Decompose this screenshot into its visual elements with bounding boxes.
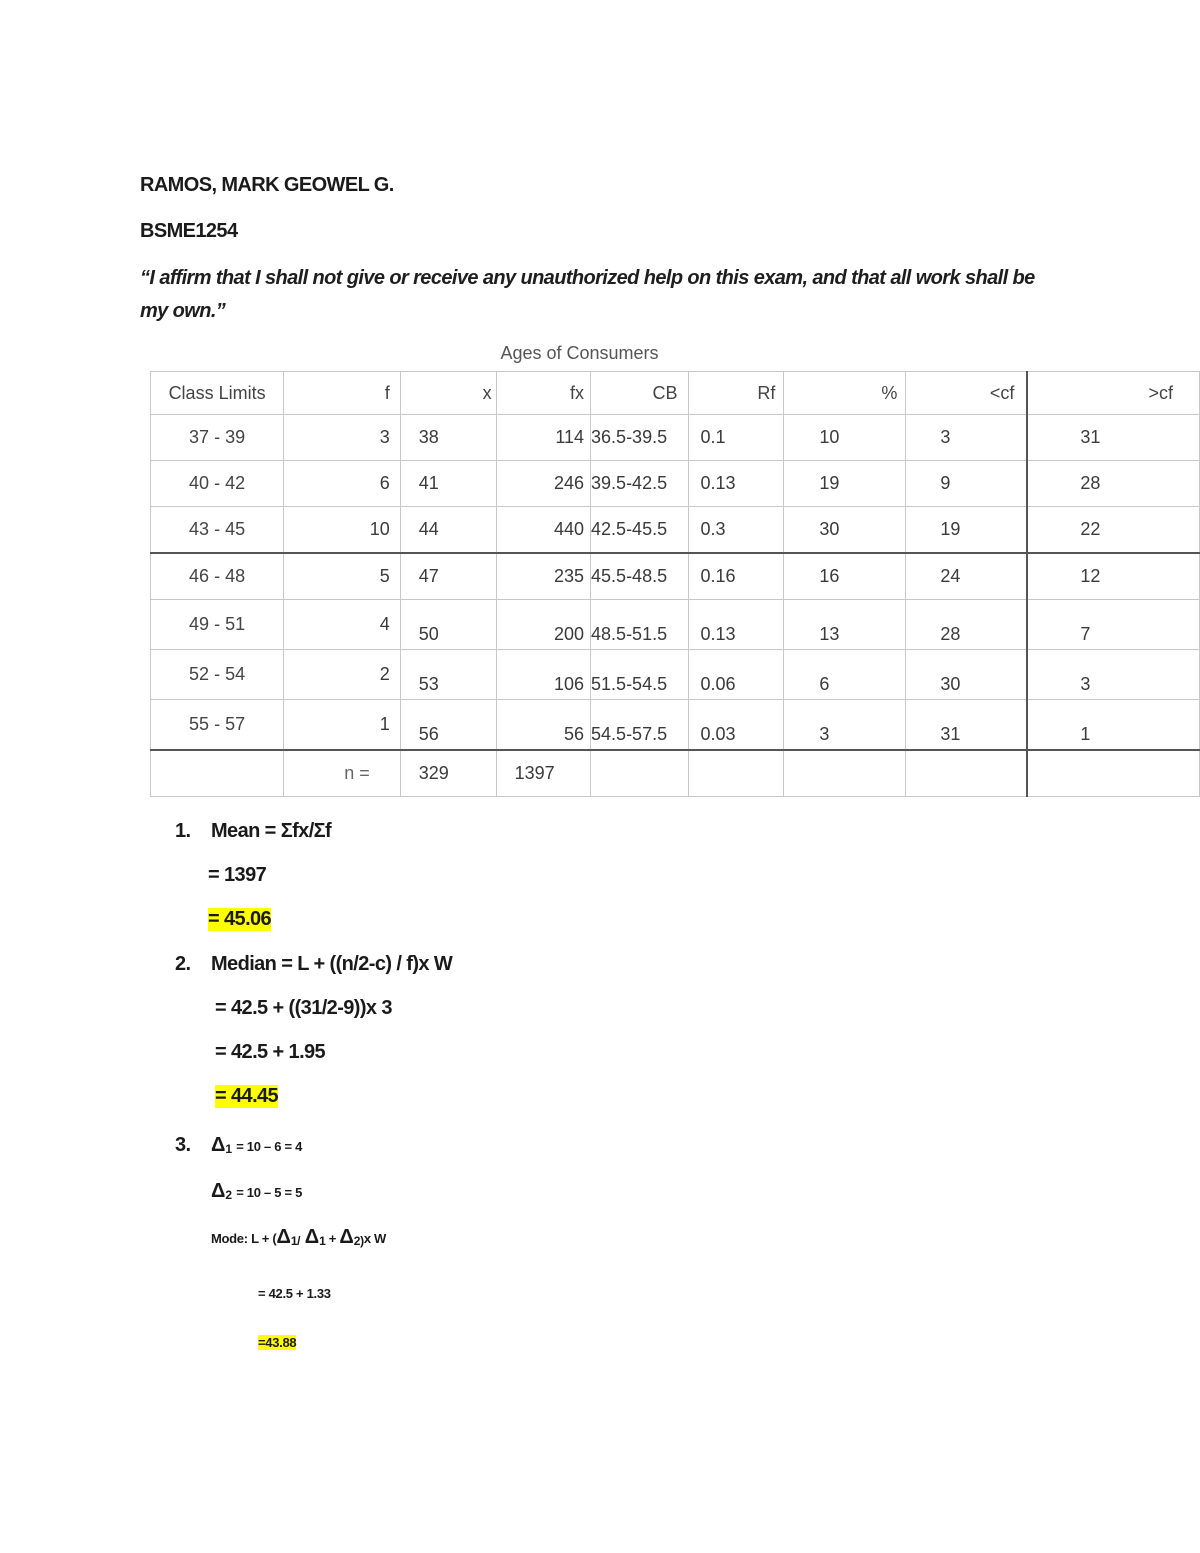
- cell-f: 10: [284, 507, 401, 554]
- cell-percent: 13: [784, 600, 906, 650]
- cell-rf: 0.1: [688, 415, 784, 461]
- col-header-greater-cf: >cf: [1027, 372, 1199, 415]
- cell-fx: 440: [496, 507, 590, 554]
- cell-fx: 114: [496, 415, 590, 461]
- cell-x: 50: [400, 600, 496, 650]
- cell-greater-cf: 12: [1027, 553, 1199, 600]
- table-row: [151, 700, 1200, 751]
- frequency-table: [150, 371, 1200, 797]
- mode-formula: [211, 1226, 386, 1249]
- cell-class: 37 - 39: [151, 415, 284, 461]
- mode-formula-prefix: Mode: L + (: [211, 1231, 277, 1246]
- cell-percent: 3: [784, 700, 906, 751]
- cell-rf: 0.03: [688, 700, 784, 751]
- cell-rf: 0.3: [688, 507, 784, 554]
- cell-x: 41: [400, 461, 496, 507]
- cell-less-cf: 30: [906, 650, 1028, 700]
- cell-rf: 0.13: [688, 461, 784, 507]
- delta2-subscript: 2: [225, 1188, 232, 1202]
- cell-greater-cf: 3: [1027, 650, 1199, 700]
- cell-x: 56: [400, 700, 496, 751]
- table-row: [151, 461, 1200, 507]
- fx-total: 1397: [496, 750, 590, 797]
- mean-number: 1.: [175, 820, 191, 842]
- col-header-x: x: [400, 372, 496, 415]
- cell-percent: 6: [784, 650, 906, 700]
- cell-less-cf: 31: [906, 700, 1028, 751]
- cell-less-cf: 19: [906, 507, 1028, 554]
- col-header-rf: Rf: [688, 372, 784, 415]
- cell-cb: 39.5-42.5: [591, 461, 688, 507]
- cell-class: 55 - 57: [151, 700, 284, 751]
- table-row: [151, 650, 1200, 700]
- mean-step: = 1397: [208, 864, 267, 886]
- cell-class: 43 - 45: [151, 507, 284, 554]
- cell-empty: [151, 750, 284, 797]
- cell-fx: 246: [496, 461, 590, 507]
- x-total: 329: [400, 750, 496, 797]
- mean-formula: Mean = Σfx/Σf: [211, 820, 332, 842]
- cell-greater-cf: 22: [1027, 507, 1199, 554]
- cell-f: 3: [284, 415, 401, 461]
- cell-percent: 10: [784, 415, 906, 461]
- cell-fx: 56: [496, 700, 590, 751]
- median-step-2: = 42.5 + 1.95: [215, 1041, 326, 1063]
- cell-empty: [784, 750, 906, 797]
- cell-rf: 0.06: [688, 650, 784, 700]
- cell-f: 1: [284, 700, 401, 751]
- delta1-line: [211, 1134, 302, 1157]
- cell-f: 4: [284, 600, 401, 650]
- mode-formula-delta2-sub: 2): [353, 1234, 364, 1248]
- table-header-row: [151, 372, 1200, 415]
- cell-greater-cf: 31: [1027, 415, 1199, 461]
- mode-step: = 42.5 + 1.33: [258, 1286, 331, 1301]
- cell-f: 5: [284, 553, 401, 600]
- col-header-percent: %: [784, 372, 906, 415]
- median-formula: Median = L + ((n/2-c) / f)x W: [211, 953, 453, 975]
- n-label: n =: [284, 750, 401, 797]
- mode-formula-suffix: x W: [363, 1231, 387, 1246]
- cell-rf: 0.16: [688, 553, 784, 600]
- cell-f: 6: [284, 461, 401, 507]
- cell-less-cf: 28: [906, 600, 1028, 650]
- cell-percent: 30: [784, 507, 906, 554]
- cell-percent: 16: [784, 553, 906, 600]
- table-row: [151, 507, 1200, 554]
- cell-less-cf: 24: [906, 553, 1028, 600]
- col-header-class-limits: Class Limits: [151, 372, 284, 415]
- median-step-1: = 42.5 + ((31/2-9))x 3: [215, 997, 392, 1019]
- col-header-f: f: [284, 372, 401, 415]
- cell-percent: 19: [784, 461, 906, 507]
- delta1-calc: = 10 – 6 = 4: [236, 1139, 302, 1154]
- table-row: [151, 553, 1200, 600]
- mode-answer: =43.88: [258, 1335, 297, 1350]
- cell-x: 38: [400, 415, 496, 461]
- cell-empty: [1027, 750, 1199, 797]
- cell-greater-cf: 1: [1027, 700, 1199, 751]
- student-name: RAMOS, MARK GEOWEL G.: [140, 174, 394, 196]
- mode-formula-delta1-sub: 1/: [290, 1234, 301, 1248]
- cell-f: 2: [284, 650, 401, 700]
- cell-fx: 235: [496, 553, 590, 600]
- cell-empty: [906, 750, 1028, 797]
- cell-empty: [688, 750, 784, 797]
- table-row: [151, 415, 1200, 461]
- cell-less-cf: 9: [906, 461, 1028, 507]
- delta1-subscript: 1: [225, 1142, 232, 1156]
- cell-cb: 42.5-45.5: [591, 507, 688, 554]
- mode-number: 3.: [175, 1134, 191, 1156]
- cell-x: 47: [400, 553, 496, 600]
- cell-class: 49 - 51: [151, 600, 284, 650]
- cell-cb: 51.5-54.5: [591, 650, 688, 700]
- median-number: 2.: [175, 953, 191, 975]
- cell-less-cf: 3: [906, 415, 1028, 461]
- cell-x: 44: [400, 507, 496, 554]
- col-header-fx: fx: [496, 372, 590, 415]
- delta2-symbol: Δ: [211, 1180, 226, 1202]
- mean-answer: = 45.06: [208, 908, 272, 930]
- cell-empty: [591, 750, 688, 797]
- mode-formula-delta2: Δ: [339, 1226, 354, 1248]
- median-answer: = 44.45: [215, 1085, 279, 1107]
- cell-fx: 200: [496, 600, 590, 650]
- mode-formula-plus: +: [325, 1231, 340, 1246]
- affirmation-statement: “I affirm that I shall not give or receive any unauthorized help on this exam, and that all work shall be my own.”: [140, 267, 1035, 322]
- cell-cb: 54.5-57.5: [591, 700, 688, 751]
- mode-formula-delta1b-sub: 1: [319, 1234, 326, 1248]
- table-row: [151, 600, 1200, 650]
- table-title: Ages of Consumers: [500, 343, 659, 363]
- cell-class: 52 - 54: [151, 650, 284, 700]
- mode-formula-delta1: Δ: [276, 1226, 291, 1248]
- cell-x: 53: [400, 650, 496, 700]
- cell-rf: 0.13: [688, 600, 784, 650]
- delta2-calc: = 10 – 5 = 5: [236, 1185, 302, 1200]
- delta1-symbol: Δ: [211, 1134, 226, 1156]
- cell-class: 46 - 48: [151, 553, 284, 600]
- delta2-line: [211, 1180, 302, 1203]
- cell-greater-cf: 7: [1027, 600, 1199, 650]
- col-header-less-cf: <cf: [906, 372, 1028, 415]
- cell-class: 40 - 42: [151, 461, 284, 507]
- totals-row: [151, 750, 1200, 797]
- cell-fx: 106: [496, 650, 590, 700]
- cell-greater-cf: 28: [1027, 461, 1199, 507]
- cell-cb: 36.5-39.5: [591, 415, 688, 461]
- section-code: BSME1254: [140, 220, 238, 242]
- cell-cb: 45.5-48.5: [591, 553, 688, 600]
- cell-cb: 48.5-51.5: [591, 600, 688, 650]
- col-header-cb: CB: [591, 372, 688, 415]
- mode-formula-delta1b: Δ: [304, 1226, 320, 1248]
